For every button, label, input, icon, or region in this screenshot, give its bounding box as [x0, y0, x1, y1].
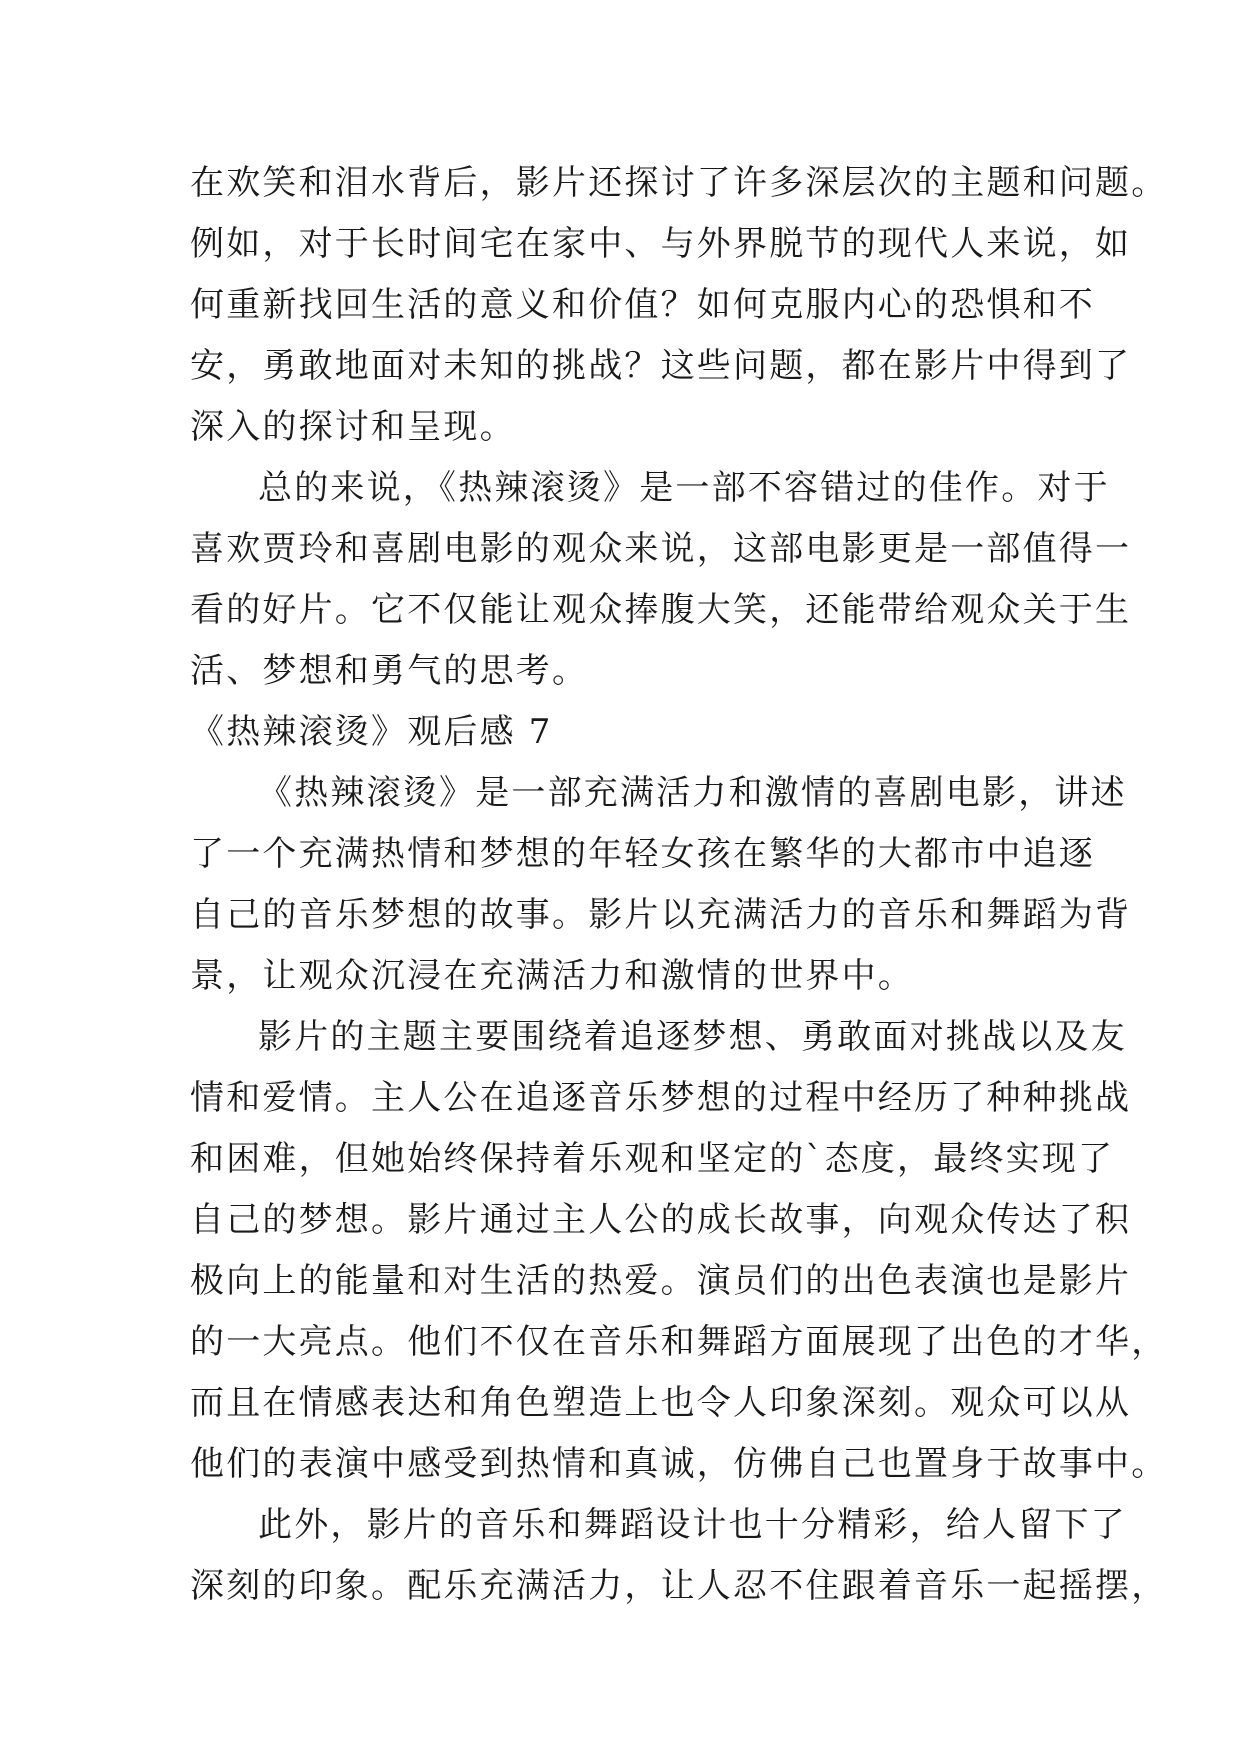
text-line: 看的好片。它不仅能让观众捧腹大笑，还能带给观众关于生	[190, 590, 1132, 630]
text-line: 总的来说，《热辣滚烫》是一部不容错过的佳作。对于	[258, 468, 1110, 508]
text-line: 在欢笑和泪水背后，影片还探讨了许多深层次的主题和问题。	[190, 163, 1168, 203]
text-line: 和困难，但她始终保持着乐观和坚定的`态度，最终实现了	[190, 1139, 1115, 1179]
text-line: 了一个充满热情和梦想的年轻女孩在繁华的大都市中追逐	[190, 834, 1095, 874]
text-line: 影片的主题主要围绕着追逐梦想、勇敢面对挑战以及友	[258, 1017, 1127, 1057]
text-line: 喜欢贾玲和喜剧电影的观众来说，这部电影更是一部值得一	[190, 529, 1132, 569]
text-line: 安，勇敢地面对未知的挑战？这些问题，都在影片中得到了	[190, 346, 1132, 386]
text-line: 例如，对于长时间宅在家中、与外界脱节的现代人来说，如	[190, 224, 1132, 264]
text-line: 极向上的能量和对生活的热爱。演员们的出色表演也是影片	[190, 1261, 1132, 1301]
text-line: 《热辣滚烫》是一部充满活力和激情的喜剧电影，讲述	[258, 773, 1127, 813]
text-line: 自己的音乐梦想的故事。影片以充满活力的音乐和舞蹈为背	[190, 895, 1132, 935]
text-line: 何重新找回生活的意义和价值？如何克服内心的恐惧和不	[190, 285, 1095, 325]
text-line: 深刻的印象。配乐充满活力，让人忍不住跟着音乐一起摇摆，	[190, 1566, 1168, 1606]
section-heading: 《热辣滚烫》观后感 7	[190, 712, 553, 752]
text-line: 情和爱情。主人公在追逐音乐梦想的过程中经历了种种挑战	[190, 1078, 1132, 1118]
text-line: 深入的探讨和呈现。	[190, 407, 516, 447]
text-line: 自己的梦想。影片通过主人公的成长故事，向观众传达了积	[190, 1200, 1132, 1240]
text-line: 他们的表演中感受到热情和真诚，仿佛自己也置身于故事中。	[190, 1444, 1168, 1484]
text-line: 而且在情感表达和角色塑造上也令人印象深刻。观众可以从	[190, 1383, 1132, 1423]
text-line: 的一大亮点。他们不仅在音乐和舞蹈方面展现了出色的才华，	[190, 1322, 1168, 1362]
text-line: 活、梦想和勇气的思考。	[190, 651, 589, 691]
text-line: 景，让观众沉浸在充满活力和激情的世界中。	[190, 956, 914, 996]
text-line: 此外，影片的音乐和舞蹈设计也十分精彩，给人留下了	[258, 1505, 1127, 1545]
